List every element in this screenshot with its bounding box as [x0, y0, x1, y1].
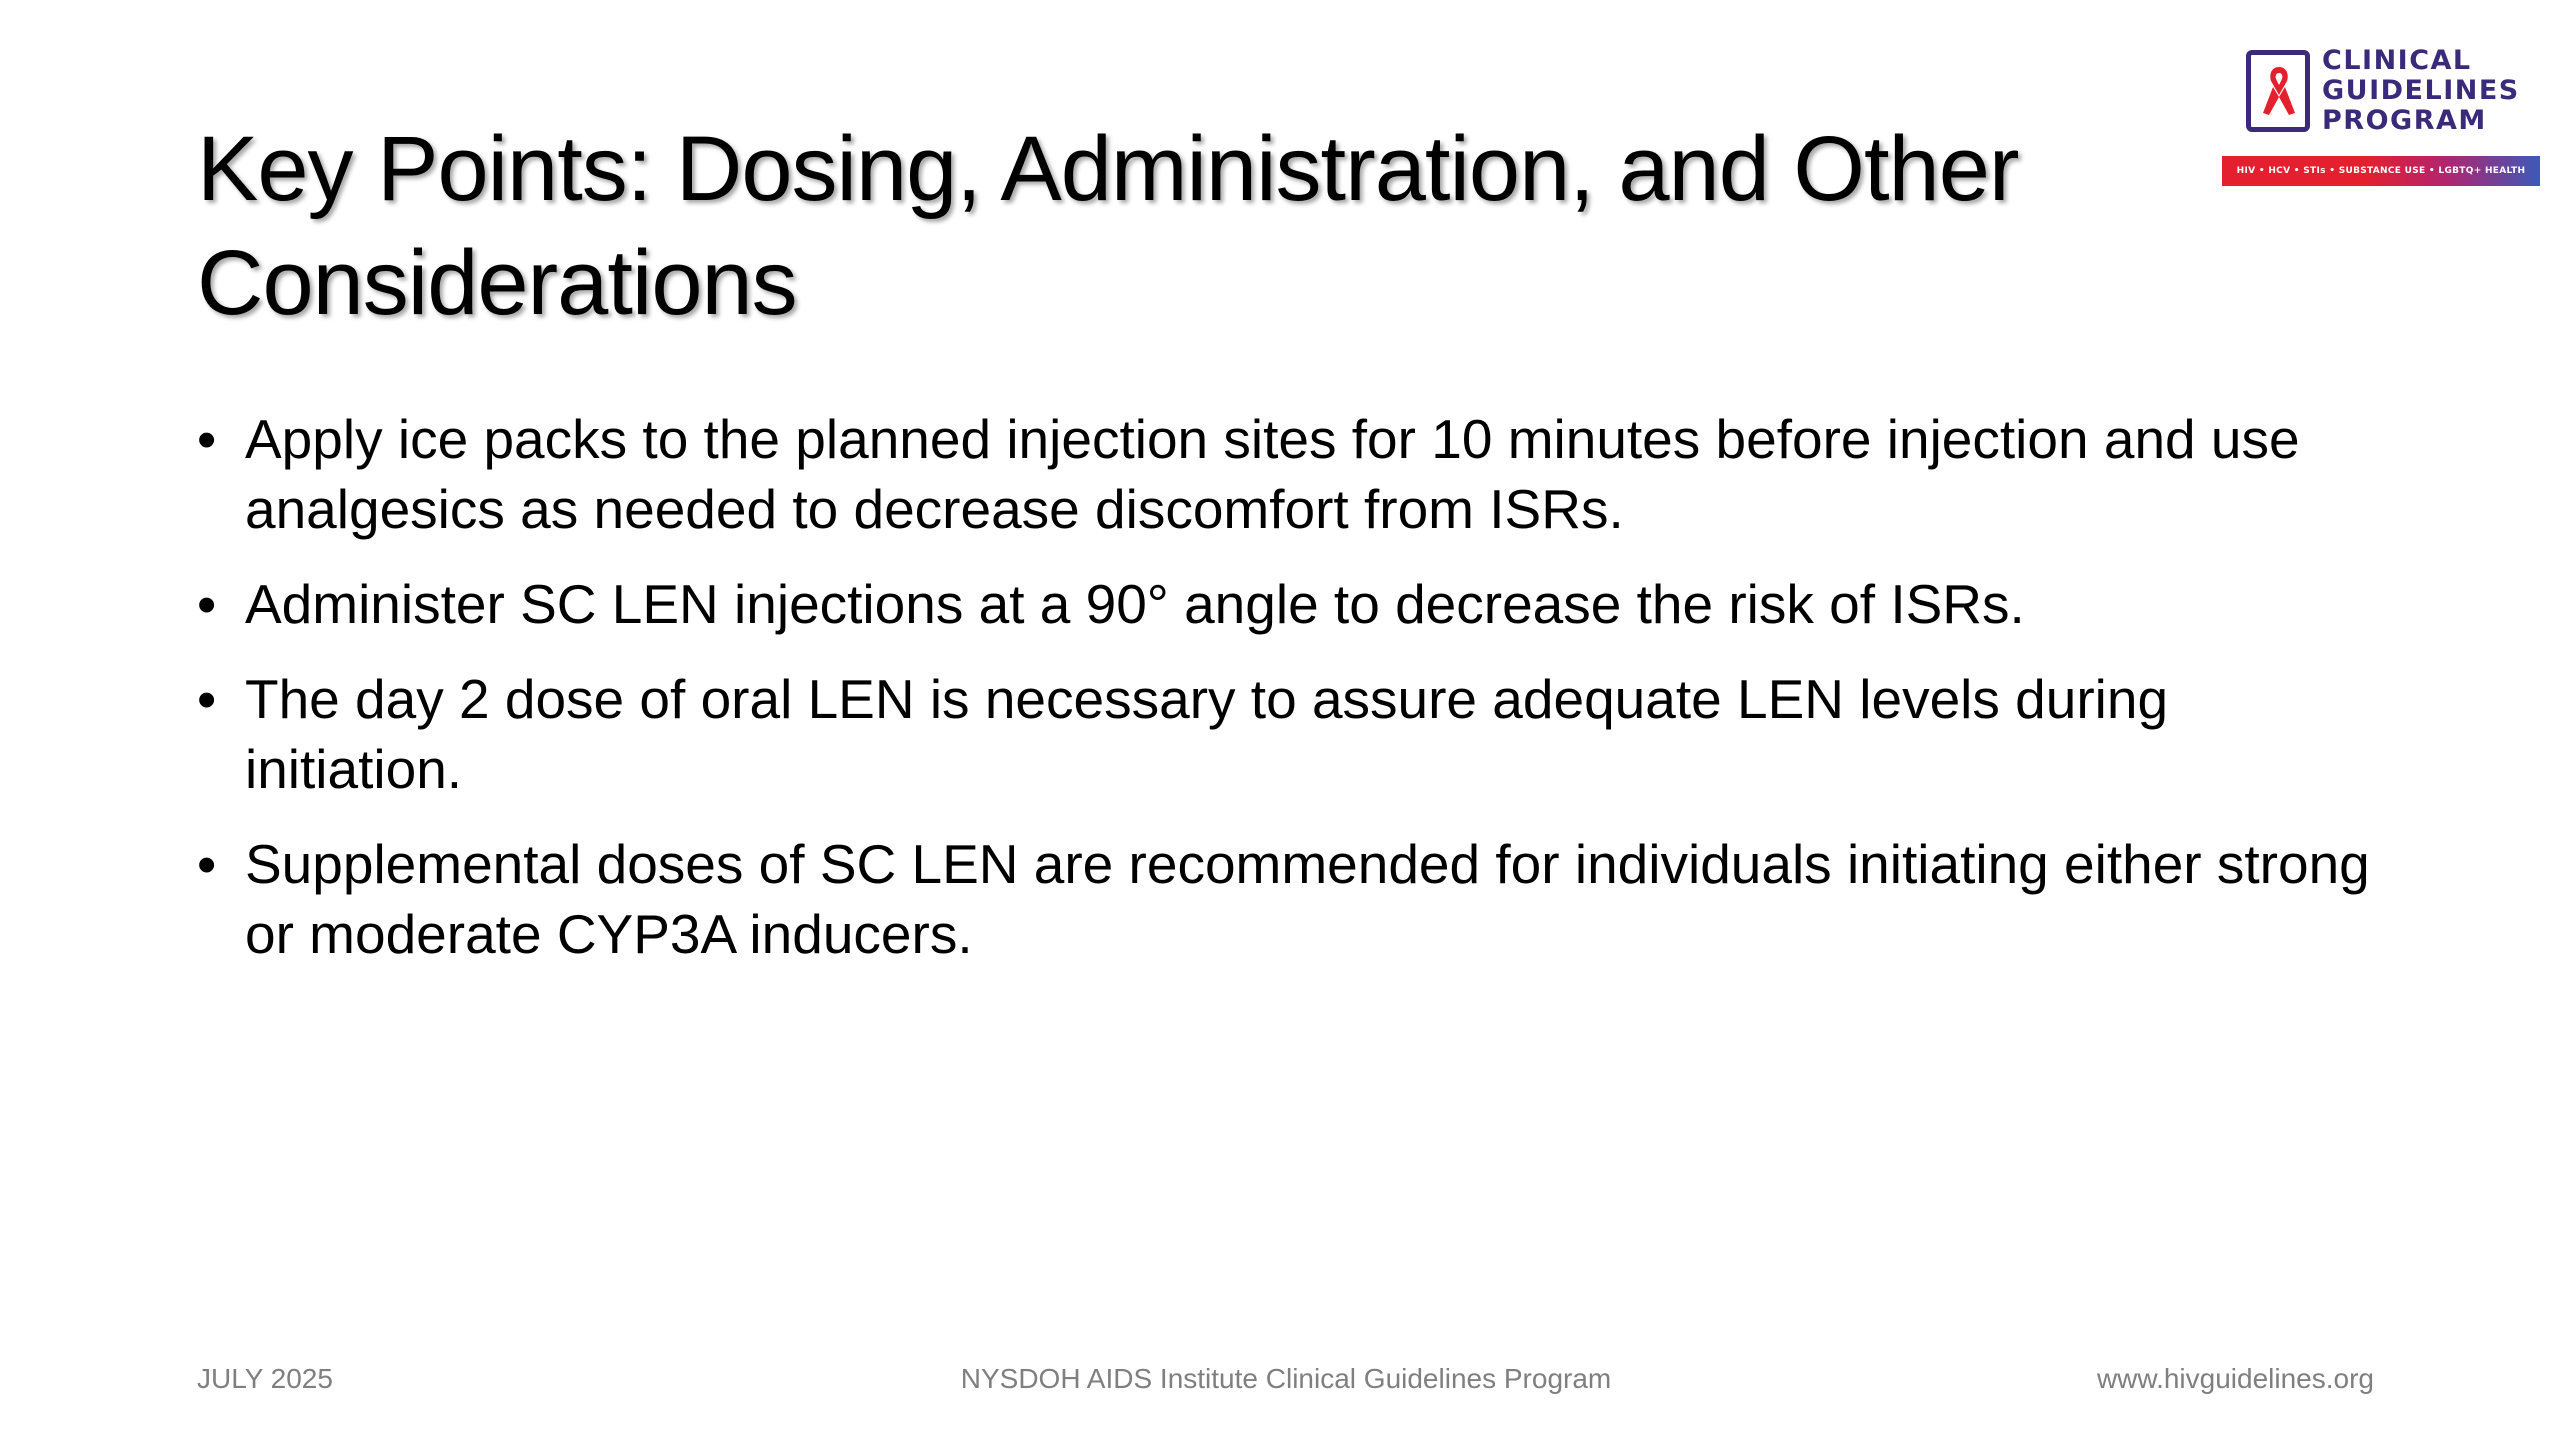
bullet-text: Apply ice packs to the planned injection sites for 10 minutes before injection and use analgesics as needed to decrease discomfort from ISRs.: [245, 408, 2300, 540]
bullet-marker: •: [197, 668, 217, 730]
bullet-text: The day 2 dose of oral LEN is necessary to assure adequate LEN levels during initiation.: [245, 668, 2169, 800]
footer-url[interactable]: www.hivguidelines.org: [2096, 1363, 2374, 1394]
bullet-text: Supplemental doses of SC LEN are recommended for individuals initiating either strong or moderate CYP3A inducers.: [245, 833, 2370, 965]
logo-line-1: CLINICAL: [2322, 45, 2472, 76]
logo-tagline-strip: HIV • HCV • STIs • SUBSTANCE USE • LGBTQ+ HEALTH: [2222, 156, 2540, 186]
footer-date: JULY 2025: [197, 1363, 333, 1394]
logo-frame: [2246, 50, 2310, 132]
logo-line-2: GUIDELINES: [2322, 75, 2520, 106]
footer-program: NYSDOH AIDS Institute Clinical Guidelines Program: [960, 1363, 1612, 1394]
logo-line-3: PROGRAM: [2322, 105, 2487, 136]
bullet-list: [197, 404, 2397, 994]
bullet-text: Administer SC LEN injections at a 90° angle to decrease the risk of ISRs.: [245, 573, 2025, 635]
bullet-item: [197, 664, 2397, 804]
bullet-item: [197, 404, 2397, 544]
clinical-guidelines-program-logo: [2222, 45, 2540, 190]
red-ribbon-icon: [2259, 63, 2299, 121]
bullet-item: [197, 569, 2397, 639]
bullet-marker: •: [197, 833, 217, 895]
bullet-marker: •: [197, 408, 217, 470]
bullet-marker: •: [197, 573, 217, 635]
slide-title: Key Points: Dosing, Administration, and Other Considerations: [197, 118, 2019, 334]
bullet-item: [197, 829, 2397, 969]
logo-wordmark: [2322, 46, 2520, 136]
